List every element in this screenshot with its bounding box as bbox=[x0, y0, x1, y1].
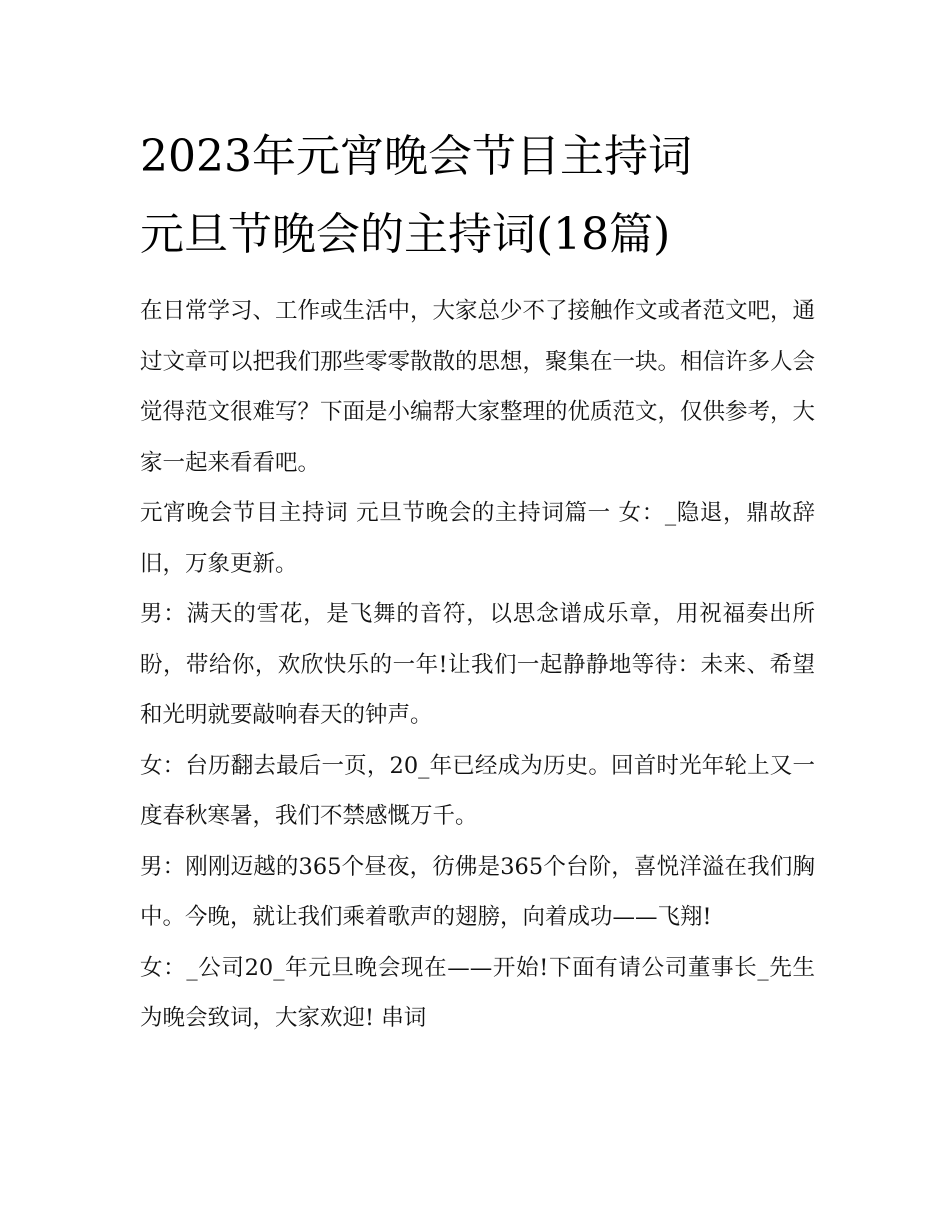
title-line-1: 2023年元宵晚会节目主持词 bbox=[140, 131, 692, 182]
document-content bbox=[140, 118, 815, 1044]
document-body bbox=[140, 286, 815, 1044]
document-title bbox=[140, 118, 815, 274]
title-line-2: 元旦节晚会的主持词(18篇) bbox=[140, 209, 671, 260]
paragraph-female-2: 女：_公司20_年元旦晚会现在——开始!下面有请公司董事长_先生为晚会致词，大家欢迎! 串词 bbox=[140, 954, 815, 1031]
paragraph-opening: 元宵晚会节目主持词 元旦节晚会的主持词篇一 女：_隐退，鼎故辞旧，万象更新。 bbox=[140, 500, 815, 577]
paragraph-female-1: 女：台历翻去最后一页，20_年已经成为历史。回首时光年轮上又一度春秋寒暑，我们不禁感慨万千。 bbox=[140, 752, 815, 829]
paragraph-intro: 在日常学习、工作或生活中，大家总少不了接触作文或者范文吧，通过文章可以把我们那些零零散散的思想，聚集在一块。相信许多人会觉得范文很难写？下面是小编帮大家整理的优质范文，仅供参考，大家一起来看看吧。 bbox=[140, 298, 816, 476]
paragraph-male-2: 男：刚刚迈越的365个昼夜，彷佛是365个台阶，喜悦洋溢在我们胸中。今晚，就让我们乘着歌声的翅膀，向着成功——飞翔! bbox=[140, 853, 815, 930]
paragraph-male-1: 男：满天的雪花，是飞舞的音符，以思念谱成乐章，用祝福奏出所盼，带给你，欢欣快乐的一年!让我们一起静静地等待：未来、希望和光明就要敲响春天的钟声。 bbox=[140, 601, 815, 728]
